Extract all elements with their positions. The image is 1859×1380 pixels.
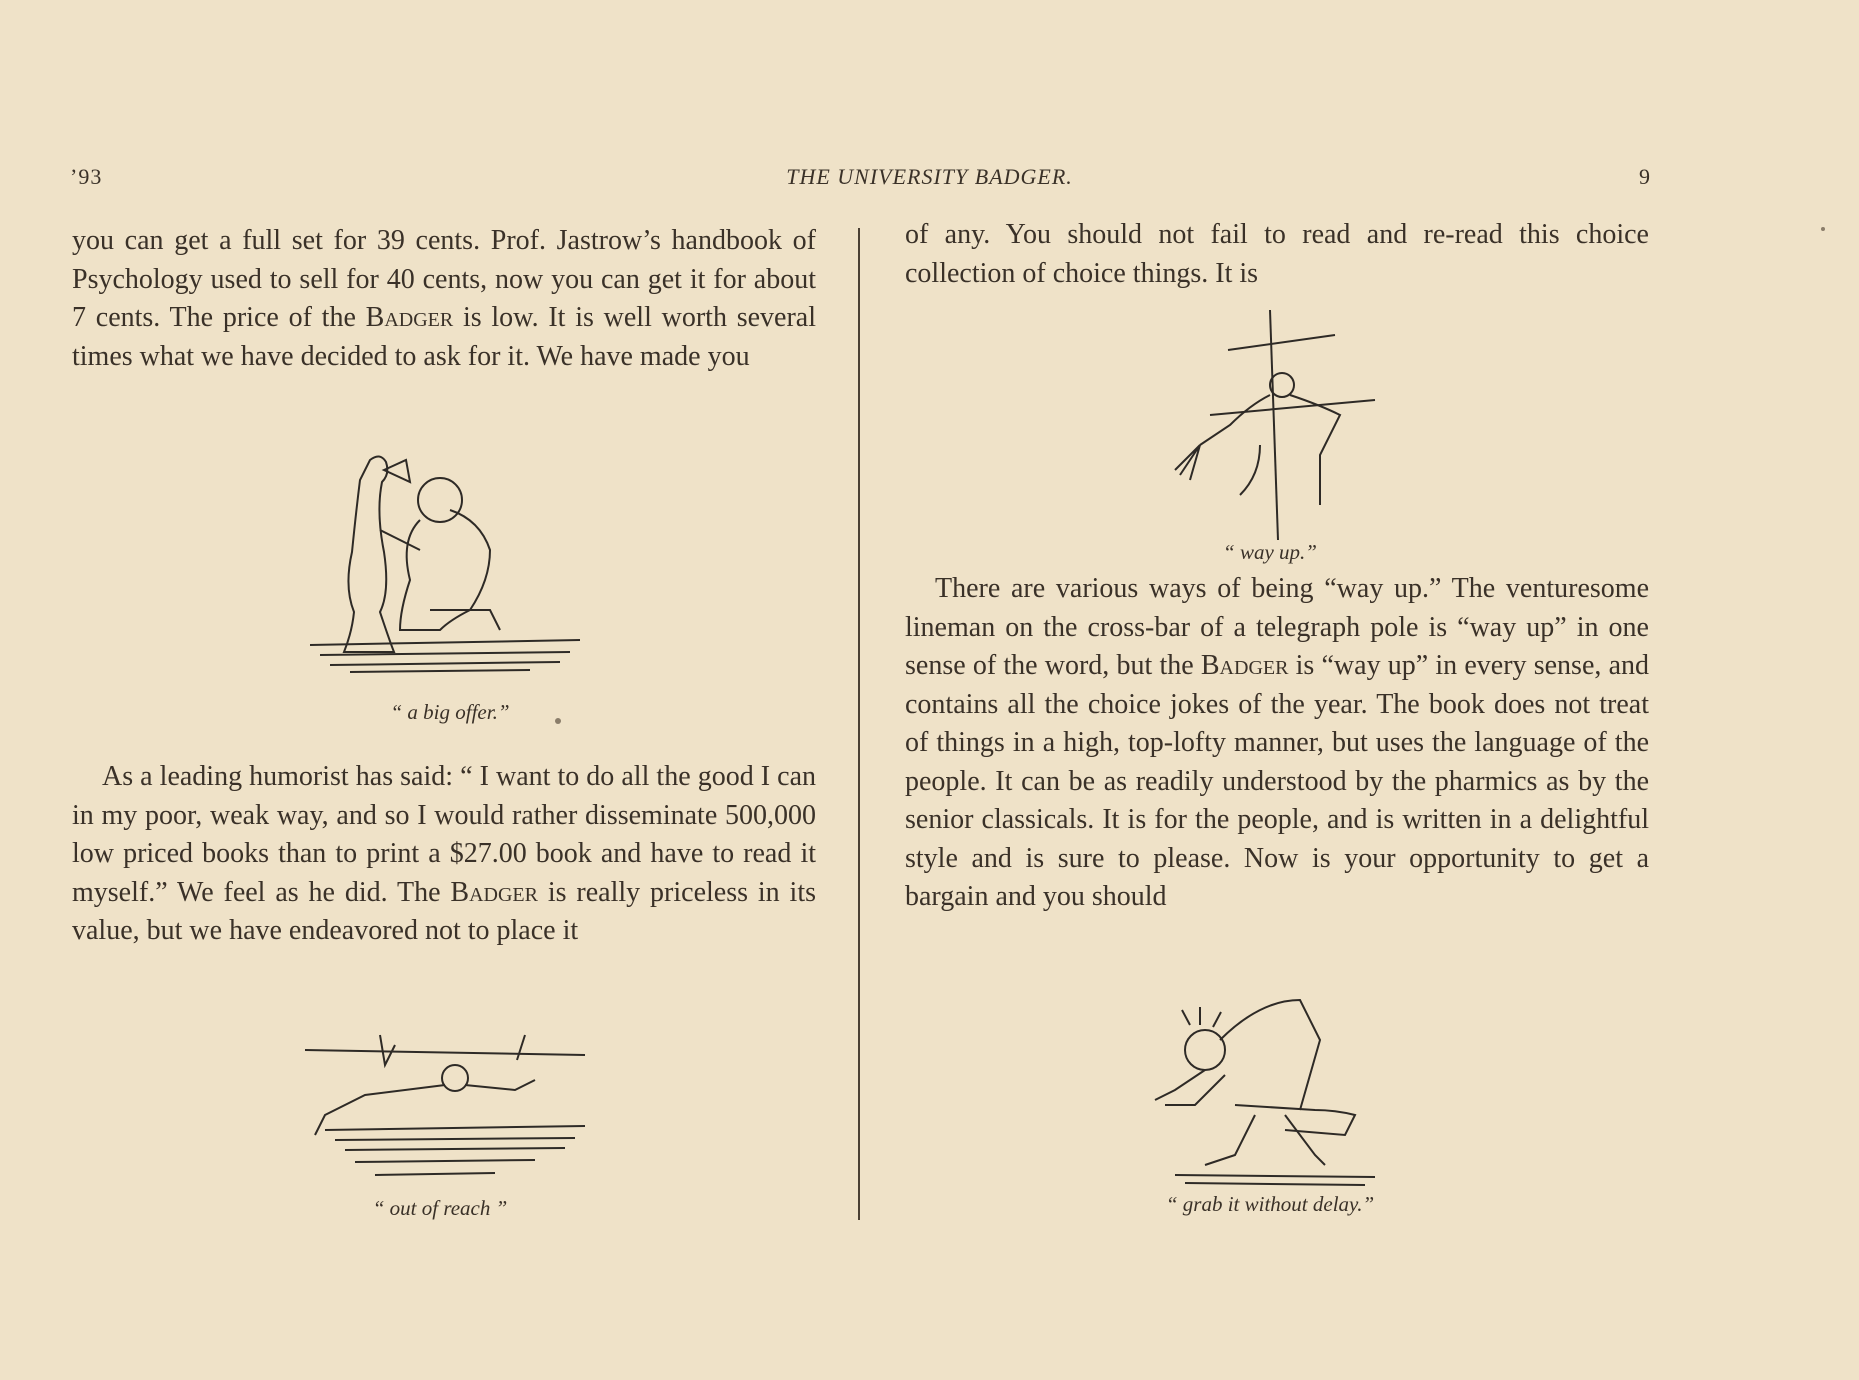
big-offer-illustration	[310, 440, 590, 690]
page-number: 9	[1639, 164, 1651, 189]
column-divider	[858, 228, 860, 1220]
left-paragraph-2	[72, 758, 816, 951]
left-para2-end: is really priceless in its value, but we have endeavored not to place it	[72, 876, 816, 946]
out-of-reach-illustration	[295, 1030, 595, 1190]
left-para2-text: As a leading humorist has said: “ I want to do all the good I can in my poor, weak way, and so I would rather disseminate 500,000 low priced books than to print a $27.00 book and have to read it myself.” We feel as he did. The	[72, 761, 816, 908]
right-paragraph-1: of any. You should not fail to read and re-read this choice collection of choice things. It is	[905, 219, 1649, 289]
grab-it-illustration	[1145, 995, 1385, 1190]
left-paragraph-1	[72, 222, 816, 376]
caption-grab-it: “ grab it without delay.”	[1165, 1192, 1375, 1216]
right-para2-end: is “way up” in every sense, and contains all the choice jokes of the year. The book does not treat of things in a high, top-lofty manner, but uses the language of the people. It can be as readily understood by the pharmics as by the senior classicals. It is for the people, and is written in a delightful style and is sure to please. Now is your opportunity to get a bargain and you should	[905, 650, 1649, 912]
paper-speck	[555, 718, 561, 724]
caption-big-offer: “ a big offer.”	[390, 700, 510, 724]
right-paragraph-2	[905, 570, 1649, 917]
way-up-illustration	[1170, 305, 1390, 545]
badger-smallcaps: Badger	[1200, 650, 1289, 681]
badger-smallcaps: Badger	[365, 302, 454, 333]
caption-way-up: “ way up.”	[1223, 540, 1317, 564]
left-para1-end: is low. It is well worth several times what we have decided to ask for it. We have made you	[72, 302, 817, 372]
badger-smallcaps: Badger	[450, 876, 538, 908]
caption-out-of-reach: “ out of reach ”	[372, 1196, 508, 1220]
right-para2-text: There are various ways of being “way up.” The venturesome lineman on the cross-bar of a telegraph pole is “way up” in one sense of the word, but the	[905, 573, 1649, 681]
left-para1-text: you can get a full set for 39 cents. Prof. Jastrow’s handbook of Psychology used to sell for 40 cents, now you can get it for about 7 cents. The price of the	[72, 225, 816, 333]
paper-speck	[1821, 227, 1825, 231]
header-year: ’93	[70, 164, 103, 189]
running-title: THE UNIVERSITY BADGER.	[786, 164, 1073, 189]
